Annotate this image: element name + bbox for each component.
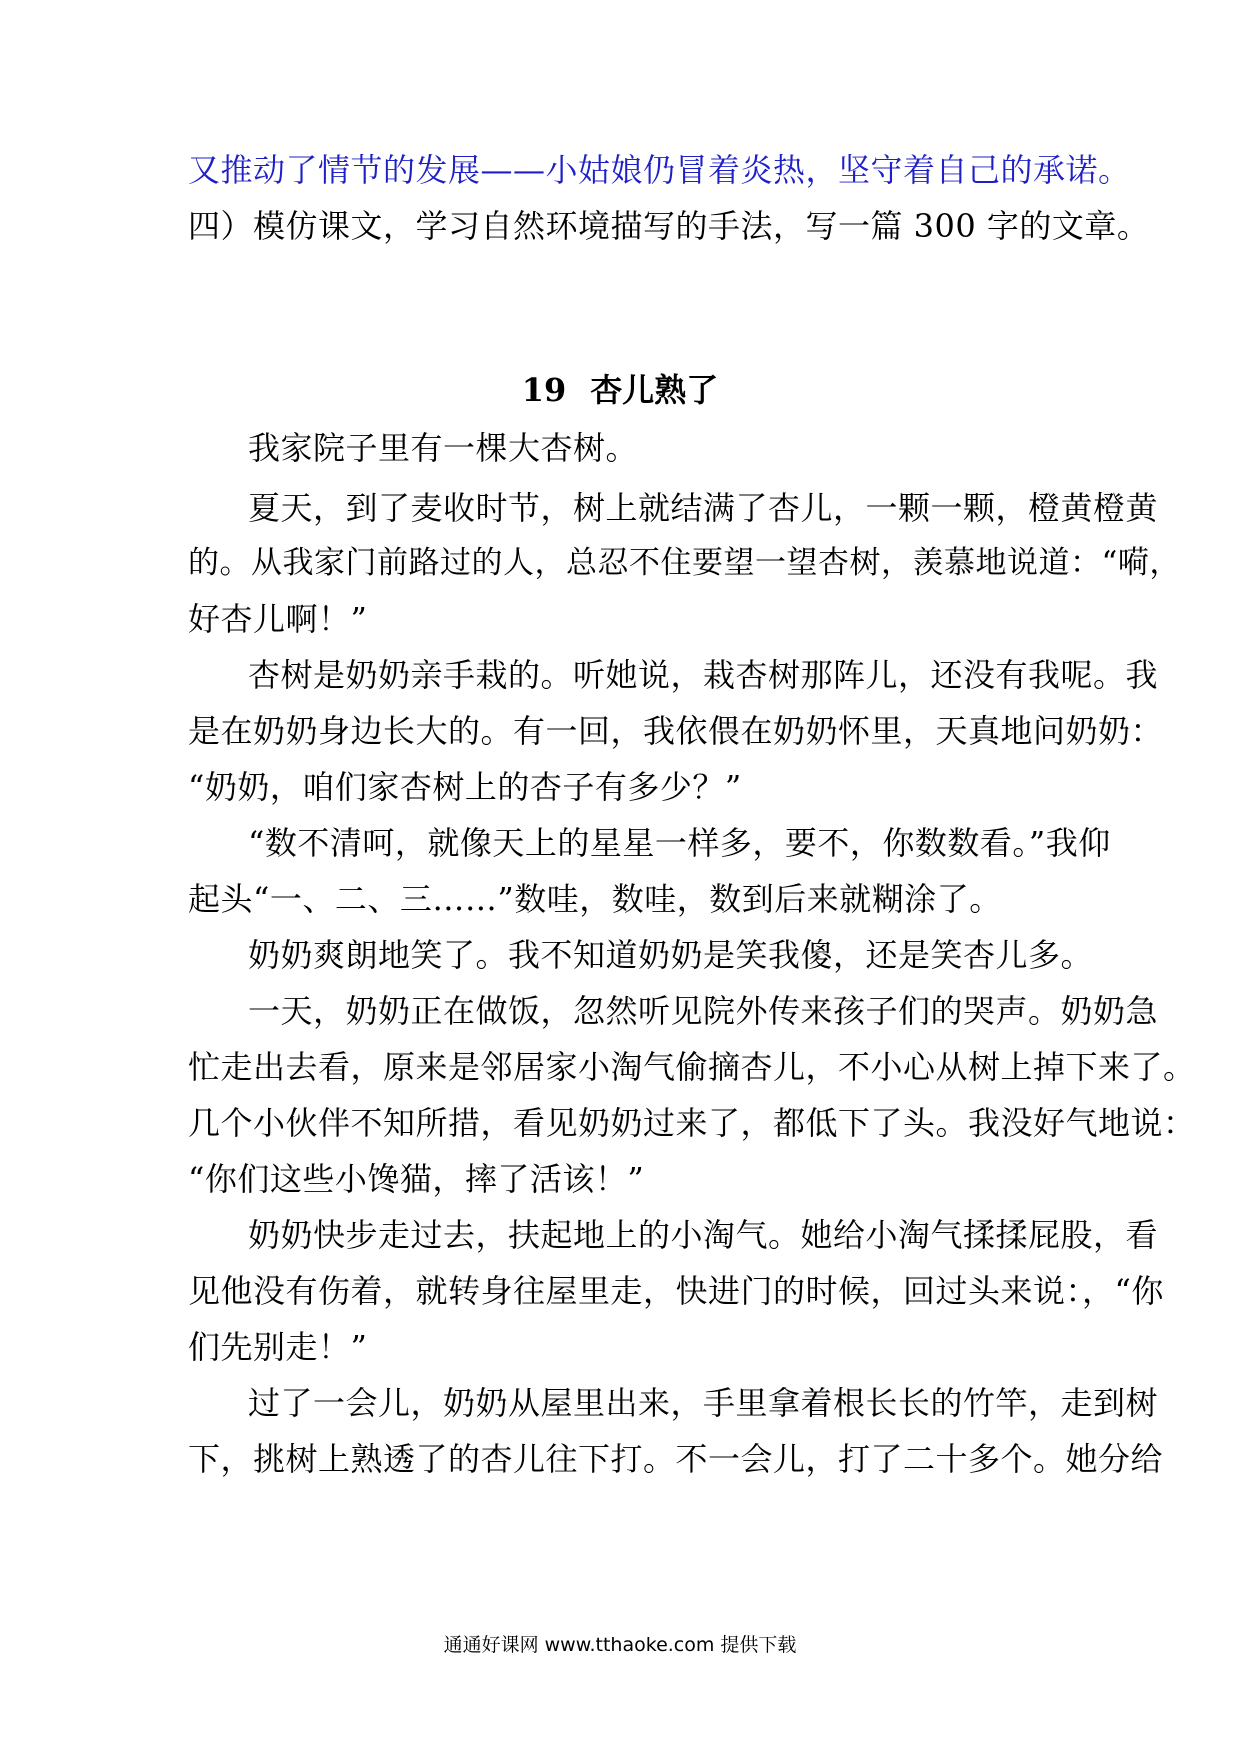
body-line: 起头“一、二、三……”数哇，数哇，数到后来就糊涂了。 bbox=[188, 880, 1002, 918]
body-line: 见他没有伤着，就转身往屋里走，快进门的时候，回过头来说：，“你 bbox=[188, 1272, 1164, 1310]
body-line: 是在奶奶身边长大的。有一回，我依偎在奶奶怀里，天真地问奶奶： bbox=[188, 712, 1164, 750]
intro-line-2-task: 四）模仿课文，学习自然环境描写的手法，写一篇 300 字的文章。 bbox=[188, 207, 1150, 245]
body-line: “你们这些小馋猫，摔了活该！” bbox=[188, 1160, 645, 1198]
body-line: 一天，奶奶正在做饭，忽然听见院外传来孩子们的哭声。奶奶急 bbox=[248, 992, 1159, 1030]
page-footer: 通通好课网 www.tthaoke.com 提供下载 bbox=[443, 1634, 797, 1656]
body-line: 杏树是奶奶亲手栽的。听她说，栽杏树那阵儿，还没有我呢。我 bbox=[248, 656, 1159, 694]
body-line: 忙走出去看，原来是邻居家小淘气偷摘杏儿，不小心从树上掉下来了。 bbox=[188, 1048, 1196, 1086]
body-line: 奶奶爽朗地笑了。我不知道奶奶是笑我傻，还是笑杏儿多。 bbox=[248, 936, 1094, 974]
body-line: 我家院子里有一棵大杏树。 bbox=[248, 429, 639, 467]
body-line: 好杏儿啊！” bbox=[188, 600, 368, 638]
body-line: “奶奶，咱们家杏树上的杏子有多少？” bbox=[188, 768, 742, 806]
body-line: 们先别走！” bbox=[188, 1328, 368, 1366]
body-line: “数不清呵，就像天上的星星一样多，要不，你数数看。”我仰 bbox=[248, 824, 1111, 862]
lesson-number: 19 bbox=[521, 371, 567, 409]
body-line: 过了一会儿，奶奶从屋里出来，手里拿着根长长的竹竿，走到树 bbox=[248, 1384, 1159, 1422]
body-line: 几个小伙伴不知所措，看见奶奶过来了，都低下了头。我没好气地说： bbox=[188, 1104, 1196, 1142]
body-line: 的。从我家门前路过的人，总忍不住要望一望杏树，羡慕地说道：“嗬， bbox=[188, 545, 1181, 581]
body-line: 夏天，到了麦收时节，树上就结满了杏儿，一颗一颗，橙黄橙黄 bbox=[248, 489, 1159, 527]
body-line: 下，挑树上熟透了的杏儿往下打。不一会儿，打了二十多个。她分给 bbox=[188, 1440, 1164, 1478]
lesson-title-text: 杏儿熟了 bbox=[590, 371, 719, 409]
body-line: 奶奶快步走过去，扶起地上的小淘气。她给小淘气揉揉屁股，看 bbox=[248, 1216, 1159, 1254]
lesson-title bbox=[0, 368, 1240, 412]
intro-line-1: 又推动了情节的发展——小姑娘仍冒着炎热，坚守着自己的承诺。 bbox=[188, 151, 1131, 189]
